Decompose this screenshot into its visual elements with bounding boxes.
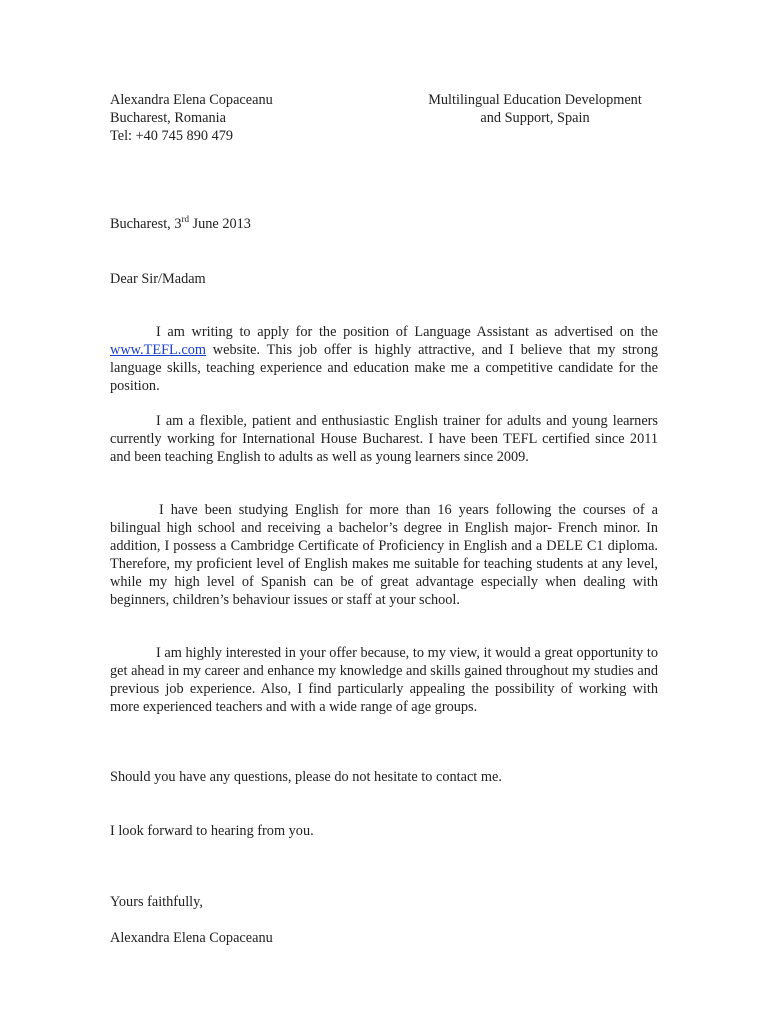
- recipient-line-2: and Support, Spain: [480, 110, 590, 126]
- paragraph-3: I have been studying English for more than 16 years following the courses of a bilingual high school and receiving a bachelor’s degree in English major- French minor. In addition, I possess a Cambridge Certificate of Proficiency in English and a DELE C1 diploma. Therefore, my proficient level of English makes me suitable for teaching students at any level, while my high level of Spanish can be of great advantage especially when dealing with beginners, children’s behaviour issues or staff at your school.: [110, 502, 658, 608]
- tefl-website-link[interactable]: www.TEFL.com: [110, 342, 206, 358]
- sender-name: Alexandra Elena Copaceanu: [110, 92, 273, 108]
- signature-name: Alexandra Elena Copaceanu: [110, 930, 273, 946]
- closing-forward: I look forward to hearing from you.: [110, 823, 314, 839]
- paragraph-1-text-start: I am writing to apply for the position of Language Assistant as advertised on the: [156, 324, 658, 340]
- paragraph-4: I am highly interested in your offer because, to my view, it would a great opportunity to get ahead in my career and enhance my knowledge and skills gained throughout my studies and previous job experience. Also, I find particularly appealing the possibility of working with more experienced teachers and with a wide range of age groups.: [110, 645, 658, 715]
- sender-location: Bucharest, Romania: [110, 110, 226, 126]
- signoff: Yours faithfully,: [110, 894, 203, 910]
- paragraph-1: [110, 323, 658, 395]
- recipient-line-1: Multilingual Education Development: [428, 92, 642, 108]
- salutation: Dear Sir/Madam: [110, 271, 206, 287]
- letter-date: [110, 215, 251, 233]
- paragraph-1-text-end: website. This job offer is highly attractive, and I believe that my strong language skills, teaching experience and education make me a competitive candidate for the position.: [110, 342, 658, 394]
- date-superscript: rd: [181, 214, 189, 224]
- date-suffix: June 2013: [188, 216, 251, 232]
- date-prefix: Bucharest, 3: [110, 216, 182, 232]
- paragraph-2: I am a flexible, patient and enthusiastic English trainer for adults and young learners currently working for International House Bucharest. I have been TEFL certified since 2011 and been teaching English to adults as well as young learners since 2009.: [110, 413, 658, 465]
- recipient-block: [402, 91, 668, 127]
- closing-questions: Should you have any questions, please do not hesitate to contact me.: [110, 769, 502, 785]
- sender-block: [110, 91, 273, 145]
- sender-phone: Tel: +40 745 890 479: [110, 128, 234, 144]
